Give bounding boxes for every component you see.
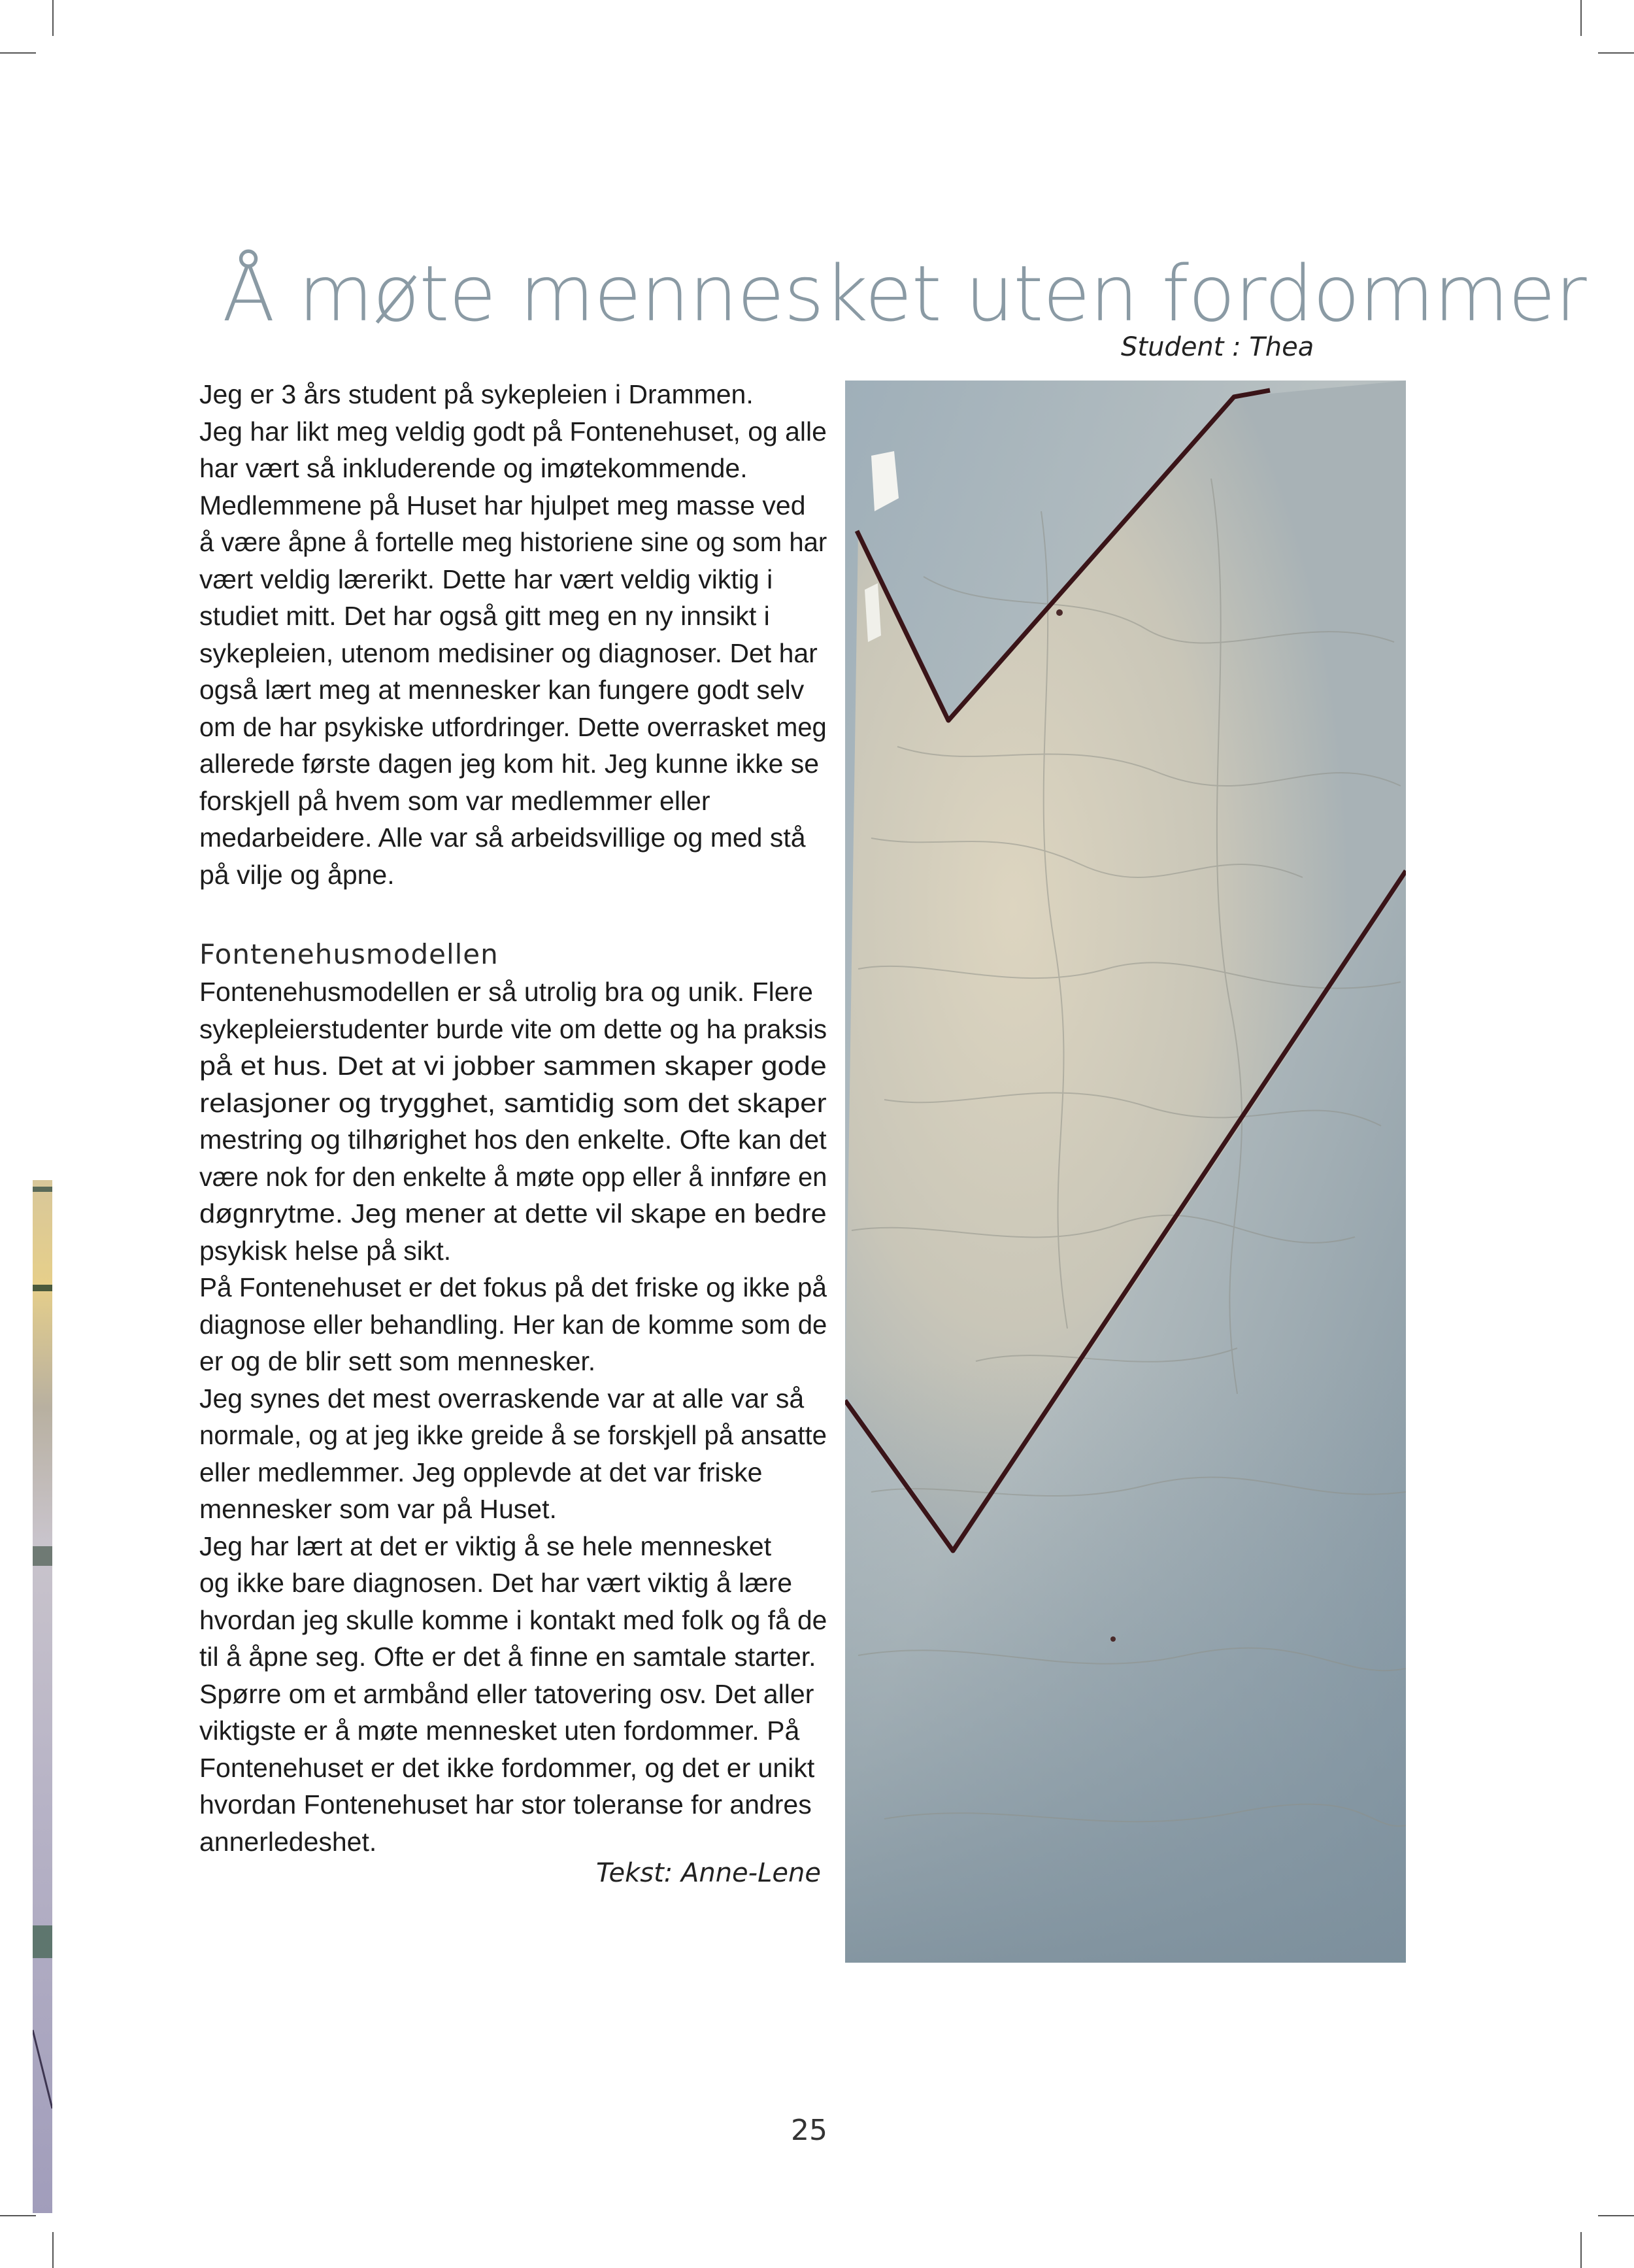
crop-mark [1580, 2232, 1582, 2268]
crop-mark [0, 2215, 36, 2216]
text-line: relasjoner og trygghet, samtidig som det skaper [199, 1087, 827, 1118]
page-number: 25 [791, 2114, 827, 2147]
text-line: normale, og at jeg ikke greide å se forskjell på ansatte [199, 1420, 827, 1450]
text-line: studiet mitt. Det har også gitt meg en ny innsikt i [199, 601, 770, 631]
text-line: medarbeidere. Alle var så arbeidsvillige og med stå [199, 822, 806, 853]
text-line: på vilje og åpne. [199, 859, 395, 890]
crop-mark [1598, 2215, 1634, 2216]
text-line: Jeg har likt meg veldig godt på Fontenehuset, og alle [199, 416, 827, 447]
crop-mark [1580, 0, 1582, 36]
crop-mark [0, 52, 36, 54]
text-line: og ikke bare diagnosen. Det har vært viktig å lære [199, 1568, 793, 1598]
text-line: Medlemmene på Huset har hjulpet meg masse ved [199, 490, 806, 520]
text-line: diagnose eller behandling. Her kan de komme som de [199, 1309, 827, 1340]
text-line: allerede første dagen jeg kom hit. Jeg kunne ikke se [199, 749, 820, 779]
text-line: også lært meg at mennesker kan fungere godt selv [199, 675, 805, 705]
text-line: Fontenehusmodellen er så utrolig bra og unik. Flere [199, 977, 813, 1007]
heart-photo [845, 381, 1406, 1963]
text-line: om de har psykiske utfordringer. Dette overrasket meg [199, 711, 827, 742]
text-line: til å åpne seg. Ofte er det å finne en samtale starter. [199, 1642, 816, 1672]
text-line: mestring og tilhørighet hos den enkelte. Ofte kan det [199, 1125, 827, 1155]
text-line: være nok for den enkelte å møte opp eller å innføre en [199, 1161, 827, 1192]
section-heading: Fontenehusmodellen [199, 938, 499, 970]
text-line: å være åpne å fortelle meg historiene sine og som har [199, 527, 827, 557]
text-line: hvordan jeg skulle komme i kontakt med folk og få de [199, 1604, 827, 1635]
student-credit: Student : Thea [1121, 332, 1314, 362]
text-line: eller medlemmer. Jeg opplevde at det var friske [199, 1457, 763, 1487]
text-credit: Tekst: Anne-Lene [596, 1858, 821, 1888]
text-line: døgnrytme. Jeg mener at dette vil skape en bedre [199, 1198, 827, 1228]
text-line: mennesker som var på Huset. [199, 1494, 557, 1524]
crop-mark [52, 0, 54, 36]
text-line: på et hus. Det at vi jobber sammen skaper gode [199, 1051, 827, 1081]
text-line: Jeg synes det mest overraskende var at alle var så [199, 1383, 805, 1413]
page-title: Å møte mennesket uten fordommer [222, 248, 1586, 339]
text-line: Fontenehuset er det ikke fordommer, og det er unikt [199, 1752, 815, 1783]
text-line: Spørre om et armbånd eller tatovering osv. Det aller [199, 1678, 814, 1709]
text-line: annerledeshet. [199, 1826, 377, 1857]
text-line: På Fontenehuset er det fokus på det friske og ikke på [199, 1272, 827, 1302]
intro-paragraph [199, 376, 827, 893]
crop-mark [52, 2232, 54, 2268]
section-paragraph [199, 973, 827, 1860]
edge-photo-strip [33, 1180, 52, 2213]
text-line: forskjell på hvem som var medlemmer eller [199, 785, 710, 816]
text-line: psykisk helse på sikt. [199, 1235, 452, 1266]
text-line: sykepleien, utenom medisiner og diagnoser. Det har [199, 637, 818, 668]
text-line: er og de blir sett som mennesker. [199, 1346, 596, 1376]
text-line: sykepleierstudenter burde vite om dette og ha praksis [199, 1013, 827, 1044]
text-line: vært veldig lærerikt. Dette har vært veldig viktig i [199, 564, 773, 594]
text-line: har vært så inkluderende og imøtekommende. [199, 453, 748, 483]
crop-mark [1598, 52, 1634, 54]
text-line: Jeg er 3 års student på sykepleien i Drammen. [199, 379, 754, 409]
text-line: Jeg har lært at det er viktig å se hele mennesket [199, 1531, 772, 1561]
text-line: viktigste er å møte mennesket uten fordommer. På [199, 1716, 800, 1746]
text-line: hvordan Fontenehuset har stor toleranse for andres [199, 1789, 812, 1819]
